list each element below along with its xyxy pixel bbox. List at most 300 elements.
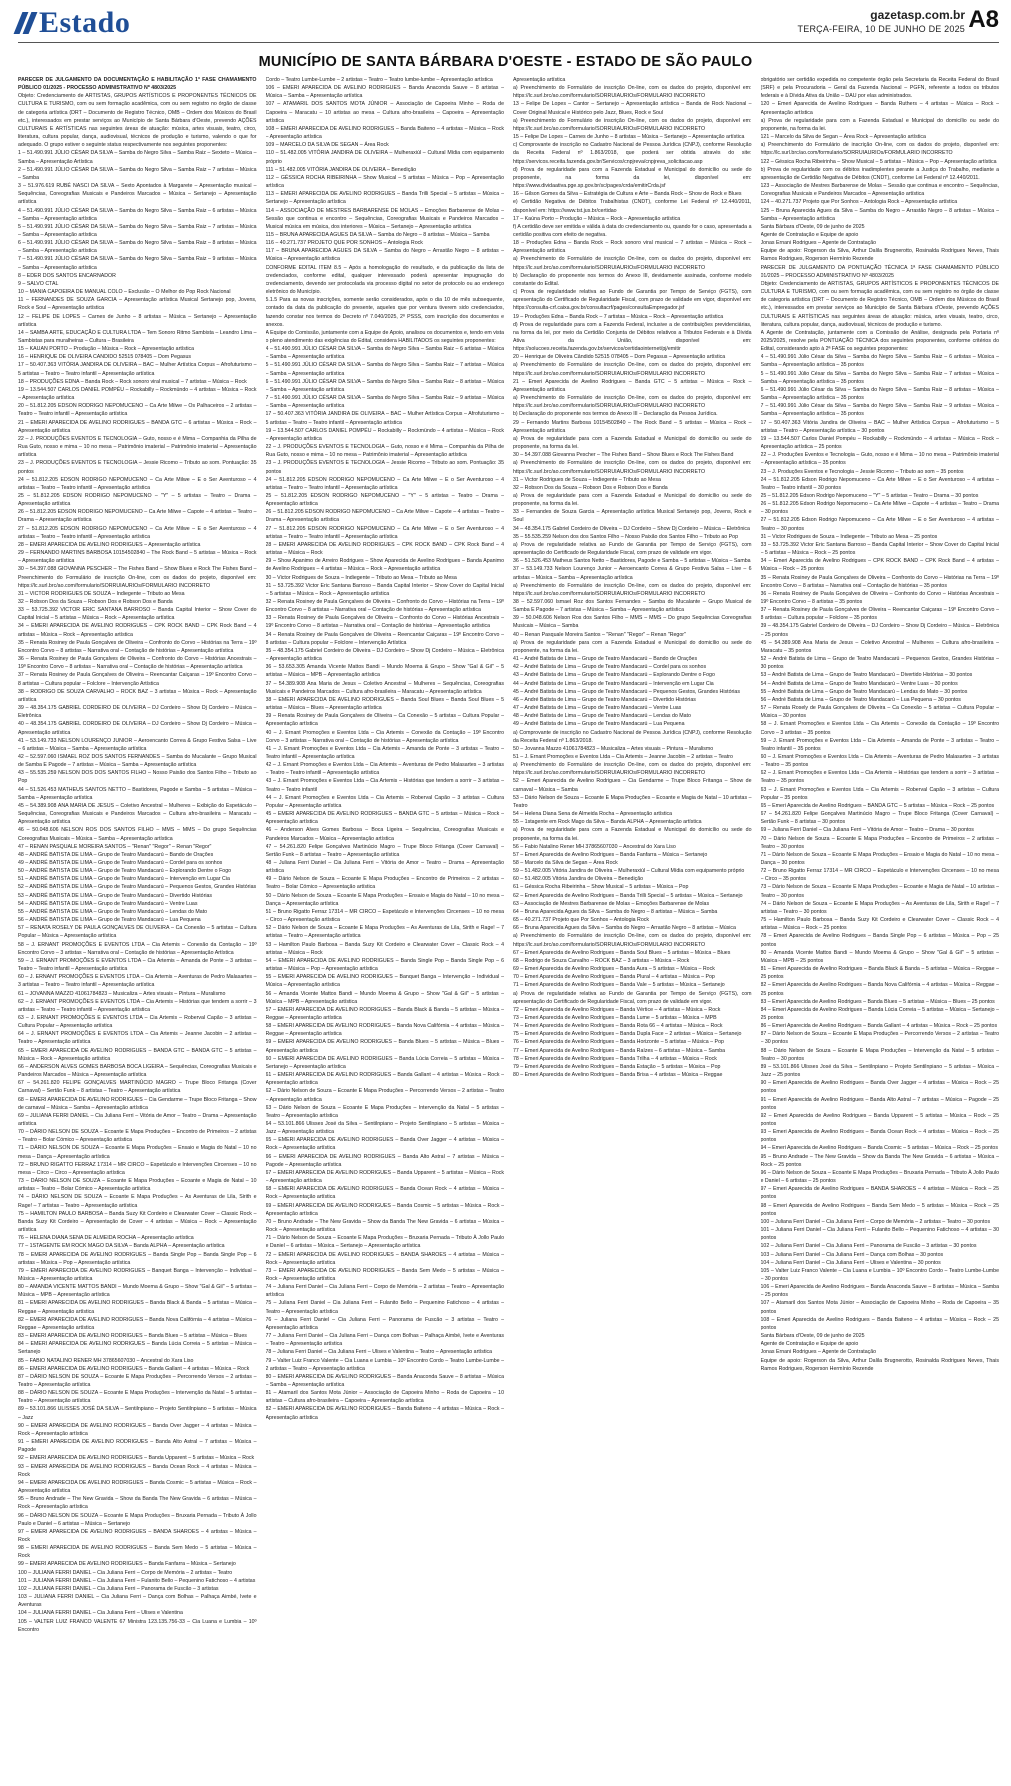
list-item: 47 – RENAN PASQUALE MOREIRA SANTOS – "Renan" "Regor" – Renan "Regor" <box>18 843 212 850</box>
list-item: 39 – 48.354.175 GABRIEL CORDEIRO DE OLIVEIRA – DJ Cordeiro – Show Dj Cordeiro – Música – Eletrônica <box>18 705 257 720</box>
notice-intro: Objeto: Credenciamento de ARTISTAS, GRUPOS ARTÍSTICOS E PROPONENTES TÉCNICOS DE CULTURA E TURISMO, com ou sem formação acadêmica, com ou sem registro no órgão de classe de categoria artística (DRT – Documento de Registro Técnico, OMB – Ordem dos Músicos do Brasil etc.), interessados em prestar serviços ao Município de Santa Bárbara d'Oeste, prevendo AÇÕES CULTURAIS E ARTÍSTICAS nas seguintes áreas de atuação: música, artes visuais, teatro, circo, literatura, cultura popular, dança, audiovisual, técnicos de produção e turismo, valendo o que for adequado. O grupo estiver o seguinte status respectivamente nos seguintes proponentes: <box>18 93 257 149</box>
list-item: 27 – 51.812.205 EDSON RODRIGO NEPOMUCENO – Ca Arte Milwe – E o Ser Aventuroso – 4 artistas – Teatro – Teatro infantil – Apresentação artística <box>265 525 504 540</box>
list-item: 30 – 54.397.088 GIOVANNA PESCHER – The Fishes Band – Show Blues e Rock The Fishes Band – Preenchimento do Formulário de inscrição On-line, com os dados do projeto, disponível em: https://lc.surl.brc/ao.com/formulario/SORRUIAURIOs/FORMULARIO INCORRETO <box>18 566 257 589</box>
list-item: 77 – Juliana Ferri Daniel – Cia Juliana Ferri – Dança com Bolhas – Palhaça Aimbé, Ivete e Aventuras – Teatro – Apresentação artística <box>265 1333 504 1348</box>
list-item: 55 – André Batista de Lima – Grupo de Teatro Mandacarú – Lendas do Mato – 30 pontos <box>760 688 968 695</box>
list-item: 74 – DÁRIO NELSON DE SOUZA – Ecoante E Mapa Produções – As Aventuras de Lila, Sirith e Rage! – 7 artistas – Teatro – Apresentação artística <box>18 1194 257 1209</box>
list-item: 52 – ANDRÉ BATISTA DE LIMA – Grupo de Teatro Mandacarú – Pequenos Gestos, Grandes Histórias <box>18 884 257 891</box>
list-item: 45 – 54.389.908 ANA MARIA DE JESUS – Coletivo Ancestral – Mulheres – Exibição do Espetáculo – Sequências, Coreografias Musicais e Pandeiros Marcados – Cultura afro-brasileira – Maracatu – Apresentação artística <box>18 802 257 826</box>
list-item: 74 – Emeri Aparecida de Avelino Rodrigues – Banda Rota 66 – 4 artistas – Música – Rock <box>513 1023 723 1030</box>
list-item: 81 – Atamaril dos Santos Mota Júnior – Associação de Capoeira Minho – Roda de Capoeira – 10 artistas – Cultura afro-brasileira – Capoeira – Apresentação artística <box>265 1390 504 1405</box>
site-url[interactable]: gazetasp.com.br <box>870 8 965 22</box>
list-item: a) Prova de regularidade para com a Fazenda Estadual e Municipal do domicílio ou sede do proponente, na forma da lei. <box>513 639 752 654</box>
list-item: 78 – Emeri Aparecida de Avelino Rodrigues – Banda Trilha – 4 artistas – Música – Rock <box>513 1055 717 1062</box>
list-item: 27 – 51.812.205 EDSON RODRIGO NEPOMUCENO – Ca Arte Milwe – E o Ser Aventuroso – 4 artistas – Teatro – Teatro infantil – Apresentação artística <box>18 525 257 540</box>
list-item: Apresentação artística <box>513 77 566 83</box>
list-item: 87 – Dário Nelson de Souza – Ecoante E Mapa Produções – Percorrendo Versos – 2 artistas – Teatro – 30 pontos <box>760 1031 999 1046</box>
list-item: 5 – 51.490.991 JÚLIO CÉSAR DA SILVA – Samba do Negro Silva – Samba Raiz – 7 artistas – Música – Samba – Apresentação artística <box>18 223 257 238</box>
list-item: a) Prova de regularidade para com a Fazenda Estadual e Municipal do domicílio ou sede do proponente, na forma da lei. <box>513 435 752 451</box>
list-item: 81 – EMERI APARECIDA DE AVELINO RODRIGUES – Banda Black & Banda – 5 artistas – Música – Reggae – Apresentação artística <box>18 1300 257 1315</box>
list-item: 65 – EMERI APARECIDA DE AVELINO RODRIGUES – Banda Over Jagger – 4 artistas – Música – Rock – Apresentação artística <box>265 1137 504 1152</box>
list-item: 4 – 51.490.991 JÚLIO CÉSAR DA SILVA – Samba do Negro Silva – Samba Raiz – 6 artistas – Música – Samba – Apresentação artística <box>265 346 504 361</box>
list-item: 70 – Bruno Andrade – The New Gravida – Show da Banda The New Gravida – 6 artistas – Música – Rock – Apresentação artística <box>265 1218 504 1234</box>
list-item: 83 – Emeri Aparecida de Avelino Rodrigues – Banda Blues – 5 artistas – Música – Blues – 25 pontos <box>760 998 995 1005</box>
list-item: 56 – Amanda Vicente Mattos Bandi – Mundo Moema & Grupo – Show "Gal & Gil" – 5 artistas – Música – MPB – Apresentação artística <box>265 990 504 1005</box>
list-item: 5 – 51.490.991 Júlio César da Silva – Samba do Negro Silva – Samba Raiz – 7 artistas – Música – Samba – Apresentação artística – 35 pontos <box>760 370 999 385</box>
list-item: 51 – J. Ernant Promoções e Eventos Ltda – Cia Artemis – Jeanne Jacobin – 2 artistas – Teatro <box>513 753 733 760</box>
list-item: 75 – HAMILTON PAULO BARBOSA – Banda Suzy Kit Cordeiro e Clearwater Cover – Classic Rock – Banda Suzy Kit Cordeiro – Apresentação de Cover – 4 artistas – Música – Rock – Apresentação artística <box>18 1210 257 1234</box>
list-item: 22 – J. PRODUÇÕES EVENTOS E TECNOLOGIA – Guto, nosso e é Mima – Companhia da Pilha de Rua Guto, nosso e mima – 10 no mesa – Patrimônio imaterial – Patrimônio imaterial – Apresentação artística <box>18 435 257 459</box>
list-item: 49 – André Batista de Lima – Grupo de Teatro Mandacarú – Lua Pequena <box>513 721 685 728</box>
list-item: Agente de Contratação e Equipe de apoio <box>760 231 859 238</box>
list-item: 43 – 55.535.259 NELSON DOS DOS SANTOS FILHO – Nosso Paixão dos Santos Filho – Tributo ao Pop <box>18 770 257 785</box>
list-item: 74 – Dário Nelson de Souza – Ecoante E Mapa Produções – As Aventuras de Lila, Sirith e Rage! – 7 artistas – Teatro – 30 pontos <box>760 900 999 915</box>
list-item: 50 – ANDRÉ BATISTA DE LIMA – Grupo de Teatro Mandacarú – Explorando Dentre o Fogo <box>18 868 232 875</box>
list-item: d) Prova de regularidade para com a Fazenda Federal, inclusive a de contribuições previdenciárias, na forma da lei, por meio da Certidão Conjunta de Débitos relativos a Tributos Federais e à Dívida Ativa da União, disponível em: https://solucoes.receita.fazenda.gov.br/servicos/certidaointernet/pj/emitir <box>513 321 752 353</box>
list-item: a) Preenchimento do Formulário de inscrição On-line, com os dados do projeto, disponível em: https://lc.surl.brc/ao.com/formulario/SORRUIAURIOs/FORMULARIO INCORRETO <box>513 762 752 777</box>
list-item: 26 – 51.812.205 EDSON RODRIGO NEPOMUCENO – Ca Arte Milwe – Capote – 4 artistas – Teatro – Drama – Apresentação artística <box>18 509 257 524</box>
list-item: e) Certidão Negativa de Débitos Trabalhistas (CNDT), conforme Lei Federal nº 12.440/2011, disponível em: https://www.tst.jus.br/certidao <box>513 199 752 214</box>
list-item: 64 – J. ERNANT PROMOÇÕES E EVENTOS LTDA – Cia Artemis – Jeanne Jacobin – 2 artistas – Teatro – Apresentação artística <box>18 1031 257 1046</box>
list-item: Santa Bárbara d'Oeste, 09 de junho de 2025 <box>760 1333 865 1340</box>
list-item: 73 – DÁRIO NELSON DE SOUZA – Ecoante E Mapa Produções – Ecoante e Magia de Natal – 10 artistas – Teatro – Bolar Cómico – Apresentação artística <box>18 1178 257 1193</box>
list-item: 3 – 51.976.619 RUBÉ NASCI DA SILVA – Sexto Apontados à Margarete – Apresentação musical – Sequências, Coreografias Musicais e Pandeiros Marcados – Música – Sertanejo – Apresentação artística <box>18 183 257 206</box>
list-item: 106 – Emeri Aparecida de Avelino Rodrigues – Banda Anaconda Sauve – 8 artistas – Música – Samba – 25 pontos <box>760 1284 999 1299</box>
list-item: 40 – J. Ernant Promoções e Eventos Ltda – Cia Artemis – Conexão da Contação – 19º Encontro Corvo – 3 artistas – Narrativa oral – Contação de histórias – Apresentação artística <box>265 729 504 744</box>
list-item: 95 – Bruno Andrade – The New Gravida – Show da Banda The New Gravida – 6 artistas – Música – Rock – Apresentação artística <box>18 1496 257 1511</box>
list-item: 36 – Renata Rosiney de Paula Gonçalves de Oliveira – Confronto do Corvo – Histórias Ancestrais – 19º Encontro Corvo – 8 artistas – 35 pontos <box>760 590 999 605</box>
list-item: 23 – J. PRODUÇÕES EVENTOS E TECNOLOGIA – Jessie Ricomo – Tributo ao som. Pontuação: 35 pontos <box>18 460 257 475</box>
column-1 <box>18 76 257 1776</box>
list-item: 7 – 51.490.991 JÚLIO CÉSAR DA SILVA – Samba do Negro Silva – Samba Raiz – 9 artistas – Música – Samba – Apresentação artística <box>265 395 504 410</box>
list-item: 53 – Hamilton Paulo Barbosa – Banda Suzy Kit Cordeiro e Clearwater Cover – Classic Rock – 4 artistas – Música – Rock <box>265 941 504 956</box>
list-item: 77 – Emeri Aparecida de Avelino Rodrigues – Banda Raízes – 6 artistas – Música – Samba <box>513 1047 726 1054</box>
list-item: 7 – 51.490.991 Júlio César da Silva – Samba do Negro Silva – Samba Raiz – 9 artistas – Música – Samba – Apresentação artística – 35 pontos <box>760 403 999 418</box>
list-item: c) Comprovante de inscrição no Cadastro Nacional de Pessoa Jurídica (CNPJ), conforme Resolução da Receita Federal nº 1.863/2018, que poderá ser obtida através do site: https://servicos.receita.fazenda.gov.br/Servicos/cnpjreva/cnpjreva_solicitacao.asp <box>513 142 752 165</box>
list-item: 28 – EMERI APARECIDA DE AVELINO RODRIGUES – Apresentação artística <box>18 541 201 548</box>
list-item: 5.1.5 Para as novas inscrições, somente serão considerados, após o dia 10 de mês subsequente, contado da data da publicação do presente, aqueles que por ventura tiverem sido credenciados, fazendo constar nos termos do Decreto nº 7.040/2025, 2º PSSS, com inscrição dos documentos e anexos. <box>265 297 504 328</box>
list-item: 34 – Renata Rosiney de Paula Gonçalves de Oliveira – Reencantar Caiçaras – 19º Encontro Corvo – 8 artistas – Cultura popular – Folclore – Intervenção Artística <box>265 631 504 646</box>
list-item: 116 – 40.271.737 PROJETO QUE POR SONHOS – Antologia Rock <box>265 240 423 247</box>
list-item: 57 – RENATA ROSELY DE PAULA GONÇALVES DE OLIVEIRA – Ca Conexão – 5 artistas – Cultura Popular – Música – Apresentação artística <box>18 925 257 940</box>
list-item: 33 – Fernandes de Souza Garcia – Apresentação artística Musical Sertanejo pop, Jovens, Rock e Soul <box>513 509 752 524</box>
list-item: 70 – Dário Nelson de Souza – Ecoante E Mapa Produções – Encontro de Primeiros – 2 artistas – Teatro – 30 pontos <box>760 835 999 850</box>
entry-list <box>761 76 1000 1373</box>
list-item: 66 – EMERI APARECIDA DE AVELINO RODRIGUES – Banda Alto Astral – 7 artistas – Música – Pagode – Apresentação artística <box>265 1153 504 1168</box>
list-item: 57 – Renata Rosely de Paula Gonçalves de Oliveira – Ca Conexão – 5 artistas – Cultura Popular – Música – 30 pontos <box>760 705 999 720</box>
list-item: 54 – Helena Diana Sena de Almeida Rocha – Apresentação artística <box>513 811 673 818</box>
list-item: 32 – Robson Dos da Souza – Robson Dos e Robson Dos e Banda <box>18 599 173 605</box>
list-item: 7 – 51.490.991 JÚLIO CÉSAR DA SILVA – Samba do Negro Silva – Samba Raiz – 9 artistas – Música – Samba – Apresentação artística <box>18 256 257 271</box>
list-item: 24 – 51.812.205 EDSON RODRIGO NEPOMUCENO – Ca Arte Milwe – E o Ser Aventuroso – 4 artistas – Teatro – Teatro infantil – Apresentação artística <box>265 476 504 491</box>
list-item: 71 – DÁRIO NELSON DE SOUZA – Ecoante E Mapa Produções – Ensaio e Magia do Natal – 10 no mesa – Dança – Apresentação artística <box>18 1145 257 1160</box>
list-item: 30 – Victor Rodrigues de Souza – Indiegente – Tributo ao Mesa – Tributo ao Mesa <box>265 574 457 581</box>
list-item: 98 – EMERI APARECIDA DE AVELINO RODRIGUES – Banda Sem Medo – 5 artistas – Música – Rock <box>18 1545 257 1560</box>
list-item: 94 – EMERI APARECIDA DE AVELINO RODRIGUES – Banda Cosmic – 5 artistas – Música – Rock – Apresentação artística <box>18 1479 257 1495</box>
list-item: 38 – RODRIGO DE SOUZA CARVALHO – ROCK BAZ – 3 artistas – Música – Rock – Apresentação artística <box>18 688 257 703</box>
list-item: 46 – André Batista de Lima – Grupo de Teatro Mandacarú – Divertido Histórias <box>513 696 696 703</box>
list-item: 72 – Emeri Aparecida de Avelino Rodrigues – Banda Vértice – 4 artistas – Música – Rock <box>513 1006 721 1013</box>
list-item: 71 – Emeri Aparecida de Avelino Rodrigues – Banda Vale – 5 artistas – Música – Sertanejo <box>513 982 725 989</box>
list-item: 21 – EMERI APARECIDA DE AVELINO RODRIGUES – BANDA GTC – 6 artistas – Música – Rock – Apresentação artística <box>18 419 257 434</box>
list-item: 52 – André Batista de Lima – Grupo de Teatro Mandacarú – Pequenos Gestos, Grandes Histórias – 30 pontos <box>760 656 999 671</box>
list-item: 51 – ANDRÉ BATISTA DE LIMA – Grupo de Teatro Mandacarú – Intervenção em Lugar Cia <box>18 876 230 883</box>
list-item: 66 – Bruna Aparecida Agues da Silva – Samba do Negro – Arrastão Negro – 8 artistas – Música <box>513 925 736 932</box>
brand-slashes-icon <box>18 12 33 34</box>
list-item: 35 – Renata Rosiney de Paula Gonçalves de Oliveira – Confronto do Corvo – Histórias na Terra – 19º Encontro Corvo – 8 artistas – Narrativa oral – Contação de histórias – Apresentação artística <box>18 639 257 654</box>
list-item: 110 – 51.482.005 VITÓRIA JANDIRA DE OLIVEIRA – Mulheraxiúl – Cultural Mídia com equipamento próprio <box>265 150 504 165</box>
list-item: 31 – Victor Rodrigues de Souza – Indiegente – Tributo ao Mesa <box>513 476 661 483</box>
list-item: 113 – EMERI APARECIDA DE AVELINO RODRIGUES – Banda Trilli Special – 5 artistas – Música – Sertanejo – Apresentação artística <box>265 191 504 206</box>
list-item: 72 – BRUNO RIGATTO FERRAZ 17314 – MR CIRCO – Espetáculo e Intervenções Circenses – 10 no mesa – Circo – Circo – Apresentação artística <box>18 1161 257 1176</box>
list-item: 44 – André Batista de Lima – Grupo de Teatro Mandacarú – Intervenção em Lugar Cia <box>513 680 714 687</box>
list-item: 13 – Felipe De Lopes – Cantor – Sertanejo – Apresentação artística – Banda de Rock Nacional – Cover Original Musical e Histórico pelo Jazz, Blues, Rock e Soul <box>513 101 752 116</box>
list-item: 104 – JULIANA FERRI DANIEL – Cia Juliana Ferri – Ulises e Valentina <box>18 1610 183 1617</box>
list-item: 108 – EMERI APARECIDA DE AVELINO RODRIGUES – Banda Baiteno – 4 artistas – Música – Rock – Apresentação artística <box>265 125 504 141</box>
list-item: 76 – HELENA DIANA SENA DE ALMEIDA ROCHA – Apresentação artística <box>18 1235 194 1242</box>
list-item: 64 – Bruna Aparecida Agues da Silva – Samba do Negro – 8 artistas – Música – Samba <box>513 908 718 915</box>
list-item: 104 – Juliana Ferri Daniel – Cia Juliana Ferri – Ulises e Valentina – 30 pontos <box>760 1259 941 1266</box>
list-item: 53 – André Batista de Lima – Grupo de Teatro Mandacarú – Divertido Histórias – 30 pontos <box>760 672 973 679</box>
list-item: 60 – 51.482.005 Vitória Jandira de Oliveira – Benedição <box>513 876 644 883</box>
list-item: a) Prova de regularidade relativa ao Fundo de Garantia por Tempo de Serviço (FGTS), com apresentação do Certificado de Regularidade Fiscal, com prazo de validade em vigor. <box>513 990 752 1005</box>
list-item: 42 – J. Ernant Promoções e Eventos Ltda – Cia Artemis – Aventuras de Pedro Malasartes – 3 artistas – Teatro – Teatro infantil – Apresentação artística <box>265 762 504 777</box>
list-item: 15 – Felipe De Lopes – Carnes de Junho – 8 artistas – Música – Sertanejo – Apresentação artística <box>513 134 745 141</box>
list-item: Jonas Ernani Rodrigues – Agente de Contratação <box>760 1349 877 1356</box>
list-item: 114 – ASSOCIAÇÃO DE MESTRES BARBARENSE DE MOLAS – Emoções Barbarense de Molas – Sessão que continua e encontro – Sequências, Coreografias Musicais e Pandeiros Marcados – Musical música em música, dos interiores – Música – Sertanejo – Apresentação artística <box>265 207 504 230</box>
list-item: 94 – Emeri Aparecida de Avelino Rodrigues – Banda Cosmic – 5 artistas – Música – Rock – 25 pontos <box>760 1145 998 1152</box>
list-item: 18 – Produções Edna – Banda Rock – Rock sonoro viral musical – 7 artistas – Música – Rock – Apresentação artística <box>513 240 752 255</box>
list-item: 117 – BRUNA APARECIDA AGUES DA SILVA – Samba do Negro – Arrastão Negro – 8 artistas – Música – Apresentação artística <box>265 248 504 263</box>
list-item: 69 – Emeri Aparecida de Avelino Rodrigues – Banda Aura – 5 artistas – Música – Rock <box>513 966 715 973</box>
list-item: 52 – Dário Nelson de Souza – Ecoante E Mapa Produções – As Aventuras de Lila, Sirith e Rage! – 7 artistas – Teatro – Apresentação artística <box>265 925 504 940</box>
list-item: 73 – EMERI APARECIDA DE AVELINO RODRIGUES – Banda Sem Medo – 5 artistas – Música – Rock – Apresentação artística <box>265 1267 504 1282</box>
list-item: 70 – DÁRIO NELSON DE SOUZA – Ecoante E Mapa Produções – Encontro de Primeiros – 2 artistas – Teatro – Bolar Cómico – Apresentação artística <box>18 1129 257 1144</box>
list-item: 16 – HENRIQUE DE OLIVEIRA CANDIDO 52515 078405 – Dom Pegasus <box>18 354 192 361</box>
list-item: 41 – 53.149.733 NELSON LOURENÇO JUNIOR – Aeroencanto Correa & Grupo Festiva Salsa – Live – 6 artistas – Música – Samba – Apresentação artística <box>18 737 257 752</box>
list-item: 65 – EMERI APARECIDA DE AVELINO RODRIGUES – BANDA GTC – BANDA GTC – 5 artistas – Música – Rock – Apresentação artística <box>18 1047 257 1062</box>
list-item: 100 – Juliana Ferri Daniel – Cia Juliana Ferri – Corpo de Memória – 2 artistas – Teatro – 30 pontos <box>760 1218 991 1225</box>
list-item: 89 – 53.101.866 ULISSES JOSÉ DA SILVA – Sentilnpiano – Projeto Sentilnpiano – 5 artistas – Música – Jazz <box>18 1406 257 1421</box>
list-item: 33 – Renata Rosiney de Paula Gonçalves de Oliveira – Confronto do Corvo – Histórias Ancestrais – 19º Encontro Corvo – 8 artistas – Narrativa oral – Contação de histórias – Apresentação artística <box>265 615 504 630</box>
list-item: 6 – 51.490.991 JÚLIO CÉSAR DA SILVA – Samba do Negro Silva – Samba Raiz – 8 artistas – Música – Samba – Apresentação artística <box>265 378 504 393</box>
list-item: 63 – J. ERNANT PROMOÇÕES E EVENTOS LTDA – Cia Artemis – Roberval Capão – 3 artistas – Cultura Popular – Apresentação artística <box>18 1014 257 1030</box>
list-item: 19 – Produções Edna – Banda Rock – 7 artistas – Música – Rock – Apresentação artística <box>513 313 724 320</box>
list-item: 105 – VALTER LUIZ FRANCO VALENTE 67 Ministra 123.135.756-33 – Cia Luana e Lumbia – 10º Encontro <box>18 1618 257 1633</box>
list-item: 115 – BRUNA APARECIDA AGUES DA SILVA – Samba do Negro – 8 artistas – Música – Samba <box>265 231 490 238</box>
list-item: 97 – Emeri Aparecida de Avelino Rodrigues – BANDA SHAROES – 4 artistas – Música – Rock – 25 pontos <box>760 1186 999 1201</box>
list-item: 108 – Emeri Aparecida de Avelino Rodrigues – Banda Baiteno – 4 artistas – Música – Rock – 25 pontos <box>760 1316 999 1331</box>
list-item: 17 – 50.407.363 VITÓRIA JANDIRA DE OLIVEIRA – BAC – Mulher Artística Corpus – Afrofuturismo – 5 artistas – Teatro – Teatro infantil – Apresentação artística <box>18 362 257 377</box>
list-item: a) Preenchimento do Formulário de inscrição On-line, com os dados do projeto, disponível em: https://lc.surl.brc/ao.com/formulario/SORRUIAURIOs/FORMULARIO INCORRETO <box>513 460 752 475</box>
list-item: 40 – 48.354.175 GABRIEL CORDEIRO DE OLIVEIRA – DJ Cordeiro – Show Dj Cordeiro – Música – Apresentação artística <box>18 721 257 736</box>
list-item: 6 – 51.490.991 Júlio César da Silva – Samba do Negro Silva – Samba Raiz – 8 artistas – Música – Samba – Apresentação artística – 35 pontos <box>760 386 999 402</box>
list-item: 121 – Marcelo da Silva de Segan – Área Rock – Apresentação artística <box>760 134 926 141</box>
list-item: 124 – 40.271.737 Projeto que Por Sonhos – Antologia Rock – Apresentação artística <box>760 199 958 206</box>
list-item: 35 – 55.535.259 Nelson dos dos Santos Filho – Nosso Paixão dos Santos Filho – Tributo ao Pop <box>513 533 739 540</box>
list-item: 4 – 51.490.991 JÚLIO CÉSAR DA SILVA – Samba do Negro Silva – Samba Raiz – 6 artistas – Música – Samba – Apresentação artística <box>18 207 257 222</box>
list-item: 100 – JULIANA FERRI DANIEL – Cia Juliana Ferri – Corpo de Memória – 2 artistas – Teatro <box>18 1569 233 1576</box>
list-item: f) A certidão deve ser emitida e válida à data do credenciamento ou, quando for o caso, apresentada a certidão positiva com efeito de negativa. <box>513 223 752 238</box>
list-item: 29 – FERNANDO MARTINS BARBOSA 10154502840 – The Rock Band – 5 artistas – Música – Rock – Apresentação artística <box>18 550 257 565</box>
list-item: 30 – 54.397.088 Giovanna Pescher – The Fishes Band – Show Blues e Rock The Fishes Band <box>513 452 734 459</box>
list-item: 40 – Renan Pasquale Moreira Santos – "Renan" "Regor" – Renan "Regor" <box>513 631 686 638</box>
list-item: c) Prova de regularidade relativa ao Fundo de Garantia por Tempo de Serviço (FGTS), com apresentação do Certificado de Regularidade Fiscal, com prazo de validade em vigor, disponível em: https://consulta-crf.caixa.gov.br/consultacrf/pages/consultaEmpregador.jsf <box>513 289 752 312</box>
list-item: 80 – Amanda Vicente Mattos Bandi – Mundo Moema & Grupo – Show "Gal & Gil" – 5 artistas – Música – MPB – 25 pontos <box>760 949 999 964</box>
list-item: 56 – Fabio Natalino Rener MH 37865607030 – Ancestral do Xara Liso <box>513 843 676 850</box>
list-item: 39 – 50.048.606 Nelson Ros dos Santos Filho – MMS – MMS – Do grupo Sequências Coreografias Musicais – Música – Samba <box>513 615 752 630</box>
list-item: 75 – Juliana Ferri Daniel – Cia Juliana Ferri – Fulanito Bello – Pequenino Fatichoso – 4 artistas – Teatro – Apresentação artística <box>265 1300 504 1315</box>
list-item: 59 – 51.482.005 Vitória Jandira de Oliveira – Mulheraxiúl – Cultural Mídia com equipamento próprio <box>513 868 745 875</box>
list-item: 88 – DÁRIO NELSON DE SOUZA – Ecoante E Mapa Produções – Intervenção da Natal – 5 artistas – Teatro – Apresentação artística <box>18 1390 257 1405</box>
list-item: 37 – Renata Rosiney de Paula Gonçalves de Oliveira – Reencantar Caiçaras – 19º Encontro Corvo – 8 artistas – Cultura popular – Folclore – Intervenção Artística <box>18 672 257 687</box>
list-item: a) Preenchimento do Formulário de inscrição On-line, com os dados do projeto, disponível em: https://lc.surl.brc/ao.com/formulario/SORRUIAURIOs/FORMULARIO INCORRETO <box>513 256 752 271</box>
list-item: 33 – 53.725.392 VICTOR ERIC SANTANA BARROSO – Banda Capital Interior – Show Cover do Capital Inicial – 5 artistas – Música – Rock – Apresentação artística <box>18 607 257 622</box>
list-item: 86 – Emeri Aparecida de Avelino Rodrigues – Banda Gallant – 4 artistas – Música – Rock – 25 pontos <box>760 1023 998 1030</box>
list-item: 21 – Emeri Aparecida de Avelino Rodrigues – Banda GTC – 5 artistas – Música – Rock – Apresentação artística <box>513 378 752 393</box>
list-item: 91 – Emeri Aparecida de Avelino Rodrigues – Banda Alto Astral – 7 artistas – Música – Pagode – 25 pontos <box>760 1096 999 1111</box>
list-item: 35 – Renata Rosiney de Paula Gonçalves de Oliveira – Confronto do Corvo – Histórias na Terra – 19º Encontro Corvo – 8 artistas – Narrativa oral – Contação de histórias – 35 pontos <box>760 574 999 589</box>
list-item: 17 – 50.407.363 Vitória Jandira de Oliveira – BAC – Mulher Artística Corpus – Afrofuturismo – 5 artistas – Teatro – Apresentação artística – 30 pontos <box>760 419 999 434</box>
list-item: A Agente de Contratação, juntamente com a Comissão de Análise, designada pela Portaria nº 2025/2025, resolve pela PONTUAÇÃO TÉCNICA dos seguintes proponentes, conforme critérios do Edital, considerando apto à 2ª FASE os seguintes proponentes: <box>760 329 999 353</box>
list-item: 10 – MANIA CAPOEIRA DE MANUAL COLO – Exclusão – O Melhor do Pop Rock Nacional <box>18 289 231 296</box>
list-item: 55 – ANDRÉ BATISTA DE LIMA – Grupo de Teatro Mandacarú – Lendas do Mato <box>18 908 208 915</box>
list-item: 63 – J. Ernant Promoções e Eventos Ltda – Cia Artemis – Roberval Capão – 3 artistas – Cultura Popular – 35 pontos <box>760 786 999 801</box>
list-item: 101 – Juliana Ferri Daniel – Cia Juliana Ferri – Fulanito Bello – Pequenino Fatichoso – 4 artistas – 30 pontos <box>760 1227 999 1242</box>
list-item: d) Prova de regularidade para com a Fazenda Estadual e Municipal do domicílio ou sede do proponente, na forma da lei, disponível em: https://www.dividaativa.pge.sp.gov.br/sc/pages/crda/emitirCrda.jsf <box>513 166 752 190</box>
list-item: obrigatório ser certidão expedida no competente órgão pela Secretaria da Receita Federal do Brasil (SRF) e pela Procuradoria – Geral da Fazenda Nacional – PGFN, referente a todos os tributos federais e à Dívida Ativa da União – DAU por elas administrados. <box>760 77 999 100</box>
list-item: 42 – 52.597.060 ISMAEL ROZ DOS SANTOS FERNANDES – Samba do Mucalante – Grupo Musical de Samba E Pagode – 7 artistas – Música – Samba – Apresentação artística <box>18 753 257 769</box>
list-item: a) Prova de regularidade para com a Fazenda Estadual e Municipal do domicílio ou sede do proponente, na forma da lei. <box>760 117 999 132</box>
list-item: 45 – André Batista de Lima – Grupo de Teatro Mandacarú – Pequenos Gestos, Grandes Histórias <box>513 688 740 695</box>
list-item: 68 – Rodrigo de Souza Carvalho – ROCK BAZ – 3 artistas – Música – Rock <box>513 957 690 964</box>
list-item: 96 – DÁRIO NELSON DE SOUZA – Ecoante E Mapa Produções – Bruxaria Pernada – Tributo À Jollo Paulo e Daniel – 6 artistas – Música – Sertanejo <box>18 1512 257 1527</box>
list-item: A Equipe do Comissão, juntamente com a Equipe de Apoio, analisou os documentos e, tendo em vista o pleno atendimento das exigências do Edital, considera HABILITADOS os seguintes proponentes: <box>265 329 504 344</box>
list-item: 12 – FELIPE DE LOPES – Carnes de Junho – 8 artistas – Música – Sertanejo – Apresentação artística <box>18 313 257 328</box>
list-item: 39 – Renata Rosiney de Paula Gonçalves de Oliveira – Ca Conexão – 5 artistas – Cultura Popular – Apresentação artística <box>265 713 504 728</box>
list-item: 33 – 53.725.392 Victor Eric Santana Barroso – Banda Capital Interior – Show Cover do Capital Inicial – 5 artistas – Música – Rock – 25 pontos <box>760 541 999 557</box>
list-item: 64 – 53.101.866 Ulisses José da Silva – Sentilnpiano – Projeto Sentilnpiano – 5 artistas – Música – Jazz – Apresentação artística <box>265 1121 504 1136</box>
list-item: 49 – ANDRÉ BATISTA DE LIMA – Grupo de Teatro Mandacarú – Cordel para os sonhos <box>18 860 223 866</box>
list-item: 28 – EMERI APARECIDA DE AVELINO RODRIGUES – CPK ROCK BAND – CPK Rock Band – 4 artistas – Música – Rock <box>265 541 504 557</box>
list-item: 25 – 51.812.205 EDSON RODRIGO NEPOMUCENO – "Y" – 5 artistas – Teatro – Drama – Apresentação artística <box>18 492 257 508</box>
list-item: 34 – EMERI APARECIDA DE AVELINO RODRIGUES – CPK ROCK BAND – CPK Rock Band – 4 artistas – Música – Rock – Apresentação artística <box>18 623 257 638</box>
list-item: 41 – André Batista de Lima – Grupo de Teatro Mandacarú – Bando de Orações <box>513 656 698 663</box>
list-item: 48 – André Batista de Lima – Grupo de Teatro Mandacarú – Lendas do Mato <box>513 713 691 720</box>
list-item: 53 – ANDRÉ BATISTA DE LIMA – Grupo de Teatro Mandacarú – Divertido Histórias <box>18 892 213 899</box>
list-item: 44 – 51.526.453 MATHEUS SANTOS NETTO – Bastidores, Pagode e Samba – 5 artistas – Música – Samba – Apresentação artística <box>18 786 257 801</box>
list-item: Santa Bárbara d'Oeste, 09 de junho de 2025 <box>760 223 865 230</box>
list-item: 24 – 51.812.205 Edson Rodrigo Nepomuceno – Ca Arte Milwe – E o Ser Aventuroso – 4 artistas – Teatro – Teatro infantil – 30 pontos <box>760 476 999 491</box>
list-item: 58 – J. Ernant Promoções e Eventos Ltda – Cia Artemis – Conexão da Contação – 19º Encontro Corvo – 3 artistas – 35 pontos <box>760 721 999 736</box>
list-item: 38 – 52.597.060 Ismael Roz dos Santos Fernandes – Samba do Mucalante – Grupo Musical de Samba E Pagode – 7 artistas – Música – Samba – Apresentação artística <box>513 599 752 614</box>
list-item: a) Preenchimento do Formulário de inscrição On-line, com os dados do projeto, disponível em: https://lc.surl.brc/ao.com/formulario/SORRUIAURIOs/FORMULARIO INCORRETO <box>513 582 752 597</box>
list-item: 78 – Juliana Ferri Daniel – Cia Juliana Ferri – Ulises e Valentina – Teatro – Apresentação artística <box>265 1349 493 1356</box>
list-item: 69 – Juliana Ferri Daniel – Cia Juliana Ferri – Vitória de Amor – Teatro – Drama – 30 pontos <box>760 827 974 834</box>
list-item: 29 – Show Apanimo de Arreiro Rodrigues – Show Aparecida de Avelino Rodrigues – Banda Apanimo de Avelino Rodrigues – 4 artistas – Música – Rock – Apresentação artística <box>265 558 504 573</box>
list-item: 109 – MARCELO DA SILVA DE SEGAN – Área Rock <box>265 142 389 149</box>
list-item: 11 – FERNANDES DE SOUZA GARCIA – Apresentação artística Musical Sertanejo pop, Jovens, Rock e Soul – Apresentação artística <box>18 297 257 312</box>
list-item: a) Prova de regularidade relativa ao Fundo de Garantia por Tempo de Serviço (FGTS), com apresentação do Certificado de Regularidade Fiscal, com prazo de validade em vigor. <box>513 541 752 557</box>
column-4 <box>761 76 1000 1776</box>
list-item: 31 – Victor Rodrigues de Souza – Indiegente – Tributo ao Mesa – 25 pontos <box>760 533 938 540</box>
list-item: 23 – J. PRODUÇÕES EVENTOS E TECNOLOGIA – Jessie Ricomo – Tributo ao som. Pontuação: 35 pontos <box>265 460 504 475</box>
list-item: 80 – EMERI APARECIDA DE AVELINO RODRIGUES – Banda Anaconda Sauve – 8 artistas – Música – Samba – Apresentação artística <box>265 1373 504 1388</box>
list-item: 58 – Marcelo da Silva de Segan – Área Rock <box>513 860 618 866</box>
list-item: 32 – Renata Rosiney de Paula Gonçalves de Oliveira – Confronto do Corvo – Histórias na Terra – 19º Encontro Corvo – 8 artistas – Narrativa oral – Contação de histórias – Apresentação artística <box>265 599 504 614</box>
list-item: 76 – Emeri Aparecida de Avelino Rodrigues – Banda Horizonte – 5 artistas – Música – Pop <box>513 1039 724 1046</box>
list-item: 66 – ANDERSON ALVES GOMES BARBOSA BOCA LIGEIRA – Sequências, Coreografias Musicais e Pandeiros Marcados – Música – Apresentação artística <box>18 1063 257 1079</box>
list-item: 79 – EMERI APARECIDA DE AVELINO RODRIGUES – Banquet Banga – Intervenção – Individual – Música – Apresentação artística <box>18 1267 257 1282</box>
list-item: 8 – EDER DOS SANTOS ENCARNADOR <box>18 272 116 279</box>
list-item: 34 – 48.354.175 Gabriel Cordeiro de Oliveira – DJ Cordeiro – Show Dj Cordeiro – Música – Eletrônica <box>513 525 750 532</box>
list-item: 58 – J. ERNANT PROMOÇÕES E EVENTOS LTDA – Cia Artemis – Conexão da Contação – 19º Encontro Corvo – 3 artistas – Narrativa oral – Contação de histórias – Apresentação Artística <box>18 941 257 956</box>
list-item: 69 – EMERI APARECIDA DE AVELINO RODRIGUES – Banda Cosmic – 5 artistas – Música – Rock – Apresentação artística <box>265 1202 504 1217</box>
list-item: 103 – Juliana Ferri Daniel – Cia Juliana Ferri – Dança com Bolhas – 30 pontos <box>760 1251 944 1258</box>
list-item: 19 – 13.544.507 CARLOS DANIEL POMPÉU – Rockabilly – Rockmündo – 4 artistas – Música – Rock – Apresentação artística <box>18 386 257 402</box>
list-item: 88 – Dário Nelson de Souza – Ecoante E Mapa Produções – Intervenção da Natal – 5 artistas – Teatro – 30 pontos <box>760 1047 999 1062</box>
list-item: 60 – J. Ernant Promoções e Eventos Ltda – Cia Artemis – Aventuras de Pedro Malasartes – 3 artistas – Teatro – 35 pontos <box>760 753 999 769</box>
list-item: 71 – Dário Nelson de Souza – Ecoante E Mapa Produções – Ensaio e Magia do Natal – 10 no mesa – Dança – 30 pontos <box>760 851 999 866</box>
list-item: a) Preenchimento do Formulário de inscrição On-line, com os dados do projeto, disponível em: https://lc.surl.brc/ao.com/formulario/SORRUIAURIOs/FORMULARIO INCORRETO <box>760 142 999 157</box>
list-item: 65 – 40.271.737 Projeto que Por Sonhos – Antologia Rock <box>513 917 650 924</box>
entry-list <box>266 76 505 1422</box>
list-item: 62 – J. ERNANT PROMOÇÕES E EVENTOS LTDA – Cia Artemis – Histórias que tendem a sorrir – 3 artistas – Teatro – Teatro infantil – Apresentação artística <box>18 998 257 1013</box>
list-item: 81 – Emeri Aparecida de Avelino Rodrigues – Banda Black & Banda – 5 artistas – Música – Reggae – 25 pontos <box>760 966 999 981</box>
brand <box>18 8 130 38</box>
list-item: 46 – Anderson Alves Gomes Barbosa – Boca Ligeira – Sequências, Coreografias Musicais e Pandeiros Marcados – Música – Apresentação artística <box>265 827 504 842</box>
entry-list <box>513 76 752 1079</box>
list-item: a) Preenchimento do Formulário de inscrição On-line, com os dados do projeto, disponível em: https://lc.surl.brc/ao.com/formulario/SORRUIAURIOs/FORMULARIO INCORRETO <box>513 933 752 948</box>
list-item: 102 – JULIANA FERRI DANIEL – Cia Juliana Ferri – Panorama de Fuscão – 3 artistas <box>18 1585 219 1592</box>
list-item: Jonas Ernani Rodrigues – Agente de Contratação <box>760 240 877 247</box>
list-item: 29 – Fernando Martins Barbosa 10154502840 – The Rock Band – 5 artistas – Música – Rock – Apresentação artística <box>513 419 752 434</box>
list-item: 15 – KAUAN PORTO – Produção – Música – Rock – Apresentação artística <box>18 346 195 353</box>
list-item: 63 – Dário Nelson de Souza – Ecoante E Mapa Produções – Intervenção da Natal – 5 artistas – Teatro – Apresentação artística <box>265 1104 504 1119</box>
page-number: A8 <box>968 6 999 33</box>
list-item: 47 – 54.261.820 Felipe Gonçalves Martinúcio Magro – Trupe Bloco Fritanga (Cover Carnaval) – Sertão Funk – 8 artistas – Teatro – Apresentação artística <box>265 843 504 858</box>
list-item: 97 – EMERI APARECIDA DE AVELINO RODRIGUES – BANDA SHAROES – 4 artistas – Música – Rock <box>18 1528 257 1543</box>
list-item: 60 – EMERI APARECIDA DE AVELINO RODRIGUES – Banda Lúcia Correia – 5 artistas – Música – Sertanejo – Apresentação artística <box>265 1055 504 1070</box>
list-item: Objeto: Credenciamento de ARTISTAS, GRUPOS ARTÍSTICOS E PROPONENTES TÉCNICOS DE CULTURA E TURISMO, com ou sem formação acadêmica, com ou sem registro no órgão de classe de categoria artística (DRT – Documento de Registro Técnico, OMB – Ordem dos Músicos do Brasil etc.), interessados em prestar serviços ao Município de Santa Bárbara d'Oeste, prevendo AÇÕES CULTURAIS E ARTÍSTICAS nas seguintes áreas de atuação: música, artes visuais, teatro, circo, literatura, cultura popular, dança, audiovisual, técnicos de produção e turismo. <box>760 280 999 328</box>
list-item: 82 – EMERI APARECIDA DE AVELINO RODRIGUES – Banda Baiteno – 4 artistas – Música – Rock – Apresentação artística <box>265 1406 504 1421</box>
section-name: Estado <box>39 6 131 39</box>
list-item: a) Prova de regularidade para com a Fazenda Estadual e Municipal do domicílio ou sede do proponente, na forma da lei. <box>513 492 752 508</box>
list-item: a) Preenchimento do Formulário de inscrição On-line, com os dados do projeto, disponível em: https://lc.surl.brc/ao.com/formulario/SORRUIAURIOs/FORMULARIO INCORRETO <box>513 117 752 132</box>
list-item: Agente de Contratação e Equipe de apoio <box>760 1341 859 1348</box>
list-item: 39 – 48.354.175 Gabriel Cordeiro de Oliveira – DJ Cordeiro – Show Dj Cordeiro – Música – Eletrônica – 25 pontos <box>760 623 999 638</box>
list-item: 50 – Dário Nelson de Souza – Ecoante E Mapa Produções – Ensaio e Magia do Natal – 10 no mesa – Dança – Apresentação artística <box>265 892 504 907</box>
list-item: 54 – ANDRÉ BATISTA DE LIMA – Grupo de Teatro Mandacarú – Ventre Luas <box>18 900 198 907</box>
list-item: 62 – Emeri Aparecida de Avelino Rodrigues – Banda Trilli Special – 5 artistas – Música – Sertanejo <box>513 892 743 899</box>
list-item: 41 – J. Ernant Promoções e Eventos Ltda – Cia Artemis – Amanda de Ponte – 3 artistas – Teatro – Teatro infantil – Apresentação artística <box>265 745 504 760</box>
list-item: a) Prova de regularidade para com a Fazenda Estadual e Municipal do domicílio ou sede do proponente, na forma da lei. <box>513 827 752 842</box>
list-item: Equipe de apoio: Rogerson da Silva, Arthur Dalila Brugnerotto, Rosinalda Rodrigues Neves, Thais Ramos Rodrigues, Rogerson Hermínio Rezende <box>760 1357 999 1372</box>
list-item: 46 – 50.048.606 NELSON ROS DOS SANTOS FILHO – MMS – MMS – Do grupo Sequências Coreografias Musicais – Música – Samba – Apresentação artística <box>18 827 257 842</box>
list-item: 85 – FABIO NATALINO RENER MH 37865607030 – Ancestral do Xara Liso <box>18 1357 194 1364</box>
list-item: 101 – JULIANA FERRI DANIEL – Cia Juliana Ferri – Fulanito Bello – Pequenino Fatichoso – 4 artistas <box>18 1577 256 1584</box>
list-item: 52 – Emeri Aparecida de Avelino Rodrigues – Cia Gendarme – Trupe Bloco Fritanga – Show de carnaval – Música – Samba <box>513 778 752 793</box>
list-item: 95 – Bruno Andrade – The New Gravida – Show da Banda The New Gravida – 6 artistas – Música – Rock – 25 pontos <box>760 1153 999 1168</box>
notice-heading: PARECER DE JULGAMENTO DA DOCUMENTAÇÃO E HABILITAÇÃO 1ª FASE CHAMAMENTO PÚBLICO 01/2025 - PROCESSO ADMINISTRATIVO Nº 4803/2025 <box>18 77 257 92</box>
list-item: 36 – 53.653.305 Amanda Vicente Mattos Bandi – Mundo Moema & Grupo – Show "Gal & Gil" – 5 artistas – Música – MPB – Apresentação artística <box>265 664 504 679</box>
list-item: 59 – J. Ernant Promoções e Eventos Ltda – Cia Artemis – Amanda de Ponte – 3 artistas – Teatro – Teatro infantil – 35 pontos <box>760 737 999 752</box>
list-item: 112 – GÉSSICA ROCHA RIBEIRINHA – Show Musical – 5 artistas – Música – Pop – Apresentação artística <box>265 174 504 190</box>
list-item: 92 – EMERI APARECIDA DE AVELINO RODRIGUES – Banda Upparent – 5 artistas – Música – Rock <box>18 1455 255 1462</box>
list-item: 90 – Emeri Aparecida de Avelino Rodrigues – Banda Over Jagger – 4 artistas – Música – Rock – 25 pontos <box>760 1080 999 1095</box>
list-item: 14 – SAMBA ARTE, EDUCAÇÃO E CULTURA LTDA – Tem Sonoro Ritmo Sambista – Leandro Lima – Sambistas para muralheiras – Cultura – Brasileira <box>18 329 257 344</box>
list-item: 23 – J. Produções Eventos e Tecnologia – Jessie Ricomo – Tributo ao som – 35 pontos <box>760 468 964 475</box>
list-item: 9 – SALVO CTAL <box>18 280 59 287</box>
list-item: 54 – André Batista de Lima – Grupo de Teatro Mandacarú – Ventre Luas – 30 pontos <box>760 680 958 687</box>
list-item: PARECER DE JULGAMENTO DA PONTUAÇÃO TÉCNICA 1ª FASE CHAMAMENTO PÚBLICO 01/2025 – PROCESSO ADMINISTRATIVO Nº 4803/2025 <box>760 264 999 279</box>
list-item: 61 – JOVANNA MAZZO 41061784823 – Musicaliza – Artes visuais – Pintura – Muralismo <box>18 990 226 997</box>
list-item: 75 – Hamilton Paulo Barbosa – Banda Suzy Kit Cordeiro e Clearwater Cover – Classic Rock – 4 artistas – Música – Rock – 25 pontos <box>760 917 999 932</box>
list-item: 96 – Dário Nelson de Souza – Ecoante E Mapa Produções – Bruxaria Pernada – Tributo À Jollo Paulo e Daniel – 6 artistas – 25 pontos <box>760 1169 999 1185</box>
list-item: 78 – Emeri Aparecida de Avelino Rodrigues – Banda Single Pop – 6 artistas – Música – Pop – 25 pontos <box>760 933 999 948</box>
list-item: 57 – Emeri Aparecida de Avelino Rodrigues – Banda Fanfarra – Música – Sertanejo <box>513 851 708 858</box>
list-item: 74 – Juliana Ferri Daniel – Cia Juliana Ferri – Corpo de Memória – 2 artistas – Teatro – Apresentação artística <box>265 1284 504 1299</box>
list-item: 67 – 54.261.820 Felipe Gonçalves Martinúcio Magro – Trupe Bloco Fritanga (Cover Carnaval) – Sertão Funk – 8 artistas – 30 pontos <box>760 811 999 826</box>
list-item: 20 – Henrique de Oliveira Cândido 52515 078405 – Dom Pegasus – Apresentação artística <box>513 354 726 361</box>
list-item: 25 – 51.812.205 Edson Rodrigo Nepomuceno – "Y" – 5 artistas – Teatro – Drama – 30 pontos <box>760 492 979 499</box>
list-item: 91 – EMERI APARECIDA DE AVELINO RODRIGUES – Banda Alto Astral – 7 artistas – Música – Pagode <box>18 1439 257 1454</box>
list-item: 72 – EMERI APARECIDA DE AVELINO RODRIGUES – BANDA SHAROES – 4 artistas – Música – Rock – Apresentação artística <box>265 1251 504 1266</box>
list-item: 82 – Emeri Aparecida de Avelino Rodrigues – Banda Nova Califórnia – 4 artistas – Música – Reggae – 25 pontos <box>760 982 999 997</box>
list-item: 68 – EMERI APARECIDA DE AVELINO RODRIGUES – Banda Ocean Rock – 4 artistas – Música – Rock – Apresentação artística <box>265 1186 504 1201</box>
list-item: 42 – André Batista de Lima – Grupo de Teatro Mandacarú – Cordel para os sonhos <box>513 664 707 671</box>
list-item: 70 – Emeri Aparecida de Avelino Rodrigues – Banda Plural – 4 artistas – Música – Pop <box>513 974 715 981</box>
list-item: Cordo – Teatro Lumbe-Lumbe – 2 artistas – Teatro – Teatro lumbe-lumbe – Apresentação artística <box>265 77 493 83</box>
list-item: 58 – EMERI APARECIDA DE AVELINO RODRIGUES – Banda Nova Califórnia – 4 artistas – Música – Reggae – Apresentação artística <box>265 1023 504 1038</box>
list-item: 123 – Associação de Mestres Barbarense de Molas – Sessão que continua e encontro – Sequências, Coreografias Musicais e Pandeiros Marcados – Apresentação artística <box>760 183 999 198</box>
list-item: 71 – Dário Nelson de Souza – Ecoante E Mapa Produções – Bruxaria Pernada – Tributo À Jollo Paulo e Daniel – 6 artistas – Música – Sertanejo – Apresentação artística <box>265 1235 504 1250</box>
page-title: MUNICÍPIO DE SANTA BÁRBARA D'OESTE - ESTADO DE SÃO PAULO <box>258 54 753 70</box>
list-item: 19 – 13.544.507 CARLOS DANIEL POMPÉU – Rockabilly – Rockmündo – 4 artistas – Música – Rock – Apresentação artística <box>265 427 504 442</box>
list-item: 56 – ANDRÉ BATISTA DE LIMA – Grupo de Teatro Mandacarú – Lua Pequena <box>18 917 201 924</box>
list-item: 120 – Emeri Aparecida de Avelino Rodrigues – Banda Ruthers – 4 artistas – Música – Rock – Apresentação artística <box>760 101 999 116</box>
list-item: 87 – DÁRIO NELSON DE SOUZA – Ecoante E Mapa Produções – Percorrendo Versos – 2 artistas – Teatro – Apresentação artística <box>18 1373 257 1388</box>
list-item: 43 – André Batista de Lima – Grupo de Teatro Mandacarú – Explorando Dentre o Fogo <box>513 672 715 679</box>
list-item: 105 – Valter Luiz Franco Valente – Cia Luana e Lumbia – 10º Encontro Cordo – Teatro Lumbe-Lumbe – 30 pontos <box>760 1267 999 1282</box>
list-item: 43 – J. Ernant Promoções e Eventos Ltda – Cia Artemis – Histórias que tendem a sorrir – 3 artistas – Teatro – Teatro infantil <box>265 778 504 793</box>
list-item: 55 – 1stagente em Rock Mago da Silva – Banda ALPHA – Apresentação artística <box>513 819 702 826</box>
list-item: 27 – 51.812.205 Edson Rodrigo Nepomuceno – Ca Arte Milwe – E o Ser Aventuroso – 4 artistas – Teatro – 30 pontos <box>760 517 999 532</box>
list-item: 61 – Géssica Rocha Ribeirinha – Show Musical – 5 artistas – Música – Pop <box>513 884 689 891</box>
list-item: 107 – ATAMARIL DOS SANTOS MOTA JÚNIOR – Associação de Capoeira Minho – Roda de Capoeira – Maracatu – 10 artistas ao mesa – Cultura afro-brasileira – Capoeira – Apresentação artística <box>265 101 504 124</box>
list-item: 26 – 51.812.205 Edson Rodrigo Nepomuceno – Ca Arte Milwe – Capote – 4 artistas – Teatro – Drama – 30 pontos <box>760 501 999 516</box>
list-item: 17 – 50.407.363 VITÓRIA JANDIRA DE OLIVEIRA – BAC – Mulher Artística Corpus – Afrofuturismo – 5 artistas – Teatro – Teatro infantil – Apresentação artística <box>265 411 504 426</box>
list-item: 82 – EMERI APARECIDA DE AVELINO RODRIGUES – Banda Nova Califórnia – 4 artistas – Música – Reggae – Apresentação artística <box>18 1316 257 1331</box>
list-item: a) Comprovante de inscrição no Cadastro Nacional de Pessoa Jurídica (CNPJ), conforme Resolução da Receita Federal nº 1.863/2018. <box>513 729 752 744</box>
list-item: 16 – Gilson Gomes da Silva – Estratégia de Cultura e Arte – Banda Rock – Show de Rock e Blues <box>513 191 742 198</box>
list-item: 72 – Bruno Rigatto Ferraz 17314 – MR CIRCO – Espetáculo e Intervenções Circenses – 10 no mesa – Circo – 35 pontos <box>760 868 999 883</box>
list-item: 76 – Juliana Ferri Daniel – Cia Juliana Ferri – Panorama de Fuscão – 3 artistas – Teatro – Apresentação artística <box>265 1316 504 1331</box>
list-item: 67 – Emeri Aparecida de Avelino Rodrigues – Banda Soul Blues – 5 artistas – Música – Blues <box>513 949 731 956</box>
list-item: 47 – André Batista de Lima – Grupo de Teatro Mandacarú – Ventre Luas <box>513 705 682 712</box>
list-item: 122 – Géssica Rocha Ribeirinha – Show Musical – 5 artistas – Música – Pop – Apresentação artística <box>760 158 997 165</box>
list-item: 77 – 1STAGENTE EM ROCK MAGO DA SILVA – Banda ALPHA – Apresentação artística <box>18 1243 225 1250</box>
list-item: 45 – EMERI APARECIDA DE AVELINO RODRIGUES – BANDA GTC – 5 artistas – Música – Rock – Apresentação artística <box>265 811 504 826</box>
page-header <box>0 0 1011 44</box>
list-item: 54 – EMERI APARECIDA DE AVELINO RODRIGUES – Banda Single Pop – Banda Single Pop – 6 artistas – Música – Pop – Apresentação artística <box>265 957 504 973</box>
list-item: 56 – André Batista de Lima – Grupo de Teatro Mandacarú – Lua Pequena – 30 pontos <box>760 696 961 703</box>
list-item: 6 – 51.490.991 JÚLIO CÉSAR DA SILVA – Samba do Negro Silva – Samba Raiz – 8 artistas – Música – Samba – Apresentação artística <box>18 240 257 255</box>
list-item: 48 – Juliana Ferri Daniel – Cia Juliana Ferri – Vitória de Amor – Teatro – Drama – Apresentação artística <box>265 860 504 875</box>
list-item: 111 – 51.482.005 VITÓRIA JANDIRA DE OLIVEIRA – Benedição <box>265 166 417 173</box>
list-item: 2 – 51.490.991 JÚLIO CÉSAR DA SILVA – Samba do Negro Silva – Samba Raiz – 7 artistas – Música – Samba <box>18 166 257 181</box>
list-item: 22 – J. PRODUÇÕES EVENTOS E TECNOLOGIA – Guto, nosso e é Mima – Companhia da Pilha de Rua Guto, nosso e mima – 10 no mesa – Patrimônio imaterial – Apresentação artística <box>265 444 504 459</box>
